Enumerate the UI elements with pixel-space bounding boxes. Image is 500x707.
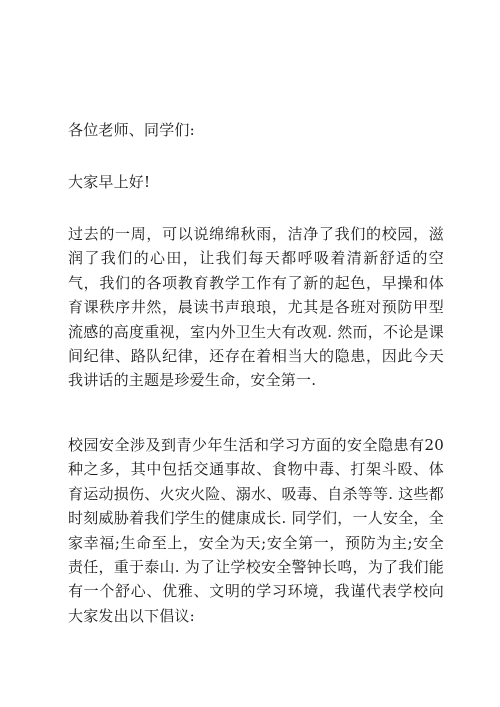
salutation: 各位老师、同学们:	[68, 121, 195, 139]
paragraph: 过去的一周，可以说绵绵秋雨，洁净了我们的校园，滋润了我们的心田，让我们每天都呼吸着清新舒适的空气，我们的各项教育教学工作有了新的起色，早操和体育课秩序井然，晨读书声琅琅，尤其是各班对预防甲型流感的高度重视，室内外卫生大有改观. 然而，不论是课间纪律、路队纪律，还存在着相当大的隐患，因此今天我讲话的主题是珍爱生命，安全第一.	[68, 225, 444, 390]
greeting: 大家早上好!	[68, 173, 151, 191]
paragraph: 校园安全涉及到青少年生活和学习方面的安全隐患有20种之多，其中包括交通事故、食物中毒、打架斗殴、体育运动损伤、火灾火险、溺水、吸毒、自杀等等. 这些都时刻威胁着我们学生的健康成长. 同学们，一人安全，全家幸福;生命至上，安全为天;安全第一，预防为主;安全责任，重于泰山. 为了让学校安全警钟长鸣，为了我们能有一个舒心、优雅、文明的学习环境，我谨代表学校向大家发出以下倡议:	[68, 436, 444, 625]
